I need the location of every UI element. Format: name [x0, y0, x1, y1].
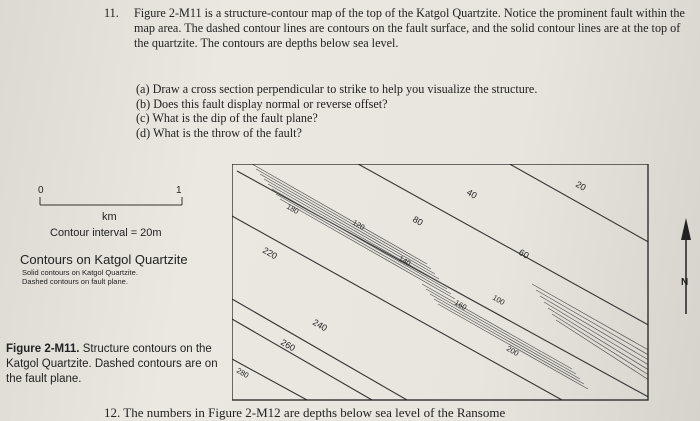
- figure-title: Contours on Katgol Quartzite: [20, 252, 188, 267]
- question-11-part-c: (c) What is the dip of the fault plane?: [136, 111, 318, 125]
- contour-label-280: 280: [235, 365, 251, 380]
- contour-label-140: 140: [397, 253, 413, 268]
- question-11-number: 11.: [104, 6, 119, 20]
- north-arrow-icon: [676, 218, 696, 318]
- contour-label-60: 60: [517, 247, 531, 261]
- question-11-part-a: (a) Draw a cross section perpendicular to strike to help you visualize the structure.: [136, 82, 538, 96]
- scale-tick-1: 1: [176, 185, 182, 196]
- contour-label-200: 200: [505, 343, 521, 358]
- question-11-part-d: (d) What is the throw of the fault?: [136, 125, 302, 140]
- contour-label-260: 260: [279, 337, 298, 354]
- question-11-parts: [136, 82, 537, 140]
- question-11-part-b: (b) Does this fault display normal or reverse offset?: [136, 96, 388, 111]
- contour-label-80: 80: [411, 214, 425, 228]
- scale-unit: km: [102, 211, 117, 223]
- legend-solid: Solid contours on Katgol Quartzite.: [22, 268, 138, 277]
- caption-label: Figure 2-M11.: [6, 343, 80, 355]
- figure-caption: [6, 342, 236, 387]
- caption-text: Structure contours on the Katgol Quartzite. Dashed contours are on the fault plane.: [6, 343, 218, 385]
- legend-dashed: Dashed contours on fault plane.: [22, 277, 128, 286]
- contour-interval: Contour interval = 20m: [50, 227, 162, 239]
- north-label: N: [681, 277, 689, 288]
- contour-label-240: 240: [311, 317, 330, 334]
- contour-map: [232, 164, 652, 404]
- scale-tick-0: 0: [38, 185, 44, 196]
- question-11-text: Figure 2-M11 is a structure-contour map of the top of the Katgol Quartzite. Notice the prominent fault within the map area. The dashed contour lines are contours on the fault surface, and the solid contour lines are at the top of the quartzite. The contours are depths below sea level.: [134, 6, 685, 50]
- contour-label-100: 100: [491, 292, 507, 307]
- contour-label-40: 40: [465, 187, 479, 201]
- contour-label-120: 120: [351, 217, 367, 232]
- contour-label-220: 220: [261, 245, 280, 262]
- contour-label-160: 160: [453, 297, 469, 312]
- contour-label-20: 20: [574, 179, 588, 193]
- question-12: 12. The numbers in Figure 2-M12 are depths below sea level of the Ransome: [104, 405, 506, 420]
- contour-label-180: 180: [285, 201, 301, 216]
